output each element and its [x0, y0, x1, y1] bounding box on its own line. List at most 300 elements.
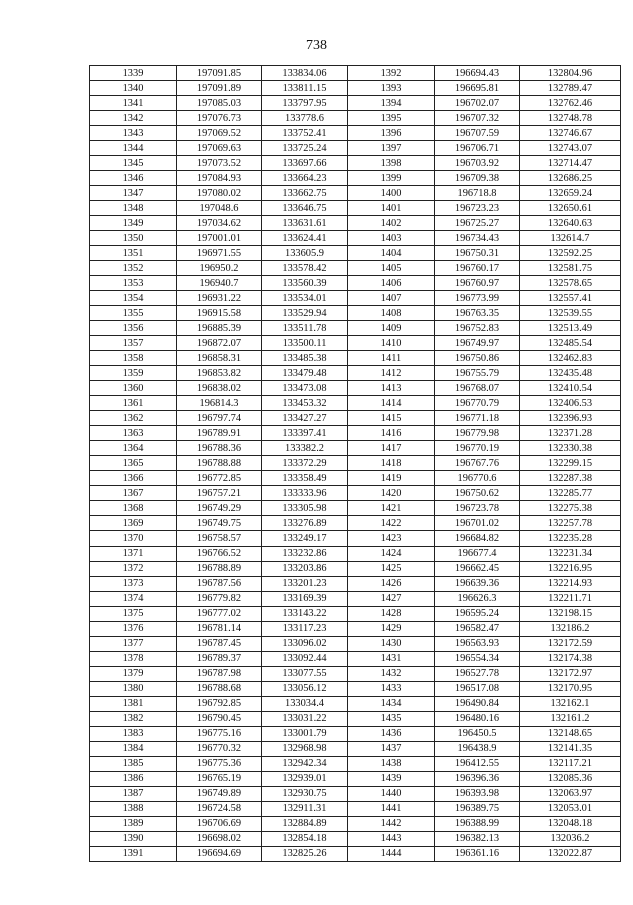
point-number-right-cell: 1409 [348, 321, 435, 336]
y-coordinate-right-cell: 132063.97 [520, 786, 621, 801]
x-coordinate-left-cell: 197048.6 [177, 201, 262, 216]
point-number-left-cell: 1347 [90, 186, 177, 201]
table-row [90, 546, 621, 561]
y-coordinate-left-cell: 132884.89 [262, 816, 348, 831]
x-coordinate-right-cell: 196480.16 [435, 711, 520, 726]
y-coordinate-right-cell: 132170.95 [520, 681, 621, 696]
y-coordinate-right-cell: 132748.78 [520, 111, 621, 126]
point-number-right-cell: 1423 [348, 531, 435, 546]
point-number-right-cell: 1434 [348, 696, 435, 711]
y-coordinate-left-cell: 133605.9 [262, 246, 348, 261]
x-coordinate-left-cell: 196766.52 [177, 546, 262, 561]
x-coordinate-left-cell: 196777.02 [177, 606, 262, 621]
y-coordinate-right-cell: 132036.2 [520, 831, 621, 846]
x-coordinate-left-cell: 196838.02 [177, 381, 262, 396]
x-coordinate-left-cell: 196915.58 [177, 306, 262, 321]
point-number-right-cell: 1392 [348, 66, 435, 81]
x-coordinate-left-cell: 196772.85 [177, 471, 262, 486]
point-number-right-cell: 1394 [348, 96, 435, 111]
x-coordinate-left-cell: 196797.74 [177, 411, 262, 426]
y-coordinate-left-cell: 133479.48 [262, 366, 348, 381]
point-number-right-cell: 1400 [348, 186, 435, 201]
x-coordinate-left-cell: 196765.19 [177, 771, 262, 786]
y-coordinate-right-cell: 132650.61 [520, 201, 621, 216]
x-coordinate-left-cell: 196790.45 [177, 711, 262, 726]
table-row [90, 516, 621, 531]
y-coordinate-left-cell: 133560.39 [262, 276, 348, 291]
x-coordinate-left-cell: 197091.85 [177, 66, 262, 81]
y-coordinate-right-cell: 132161.2 [520, 711, 621, 726]
table-row [90, 801, 621, 816]
x-coordinate-right-cell: 196563.93 [435, 636, 520, 651]
point-number-left-cell: 1345 [90, 156, 177, 171]
table-row [90, 171, 621, 186]
point-number-right-cell: 1421 [348, 501, 435, 516]
y-coordinate-left-cell: 133752.41 [262, 126, 348, 141]
y-coordinate-left-cell: 133834.06 [262, 66, 348, 81]
point-number-right-cell: 1427 [348, 591, 435, 606]
x-coordinate-right-cell: 196752.83 [435, 321, 520, 336]
y-coordinate-left-cell: 133534.01 [262, 291, 348, 306]
point-number-left-cell: 1361 [90, 396, 177, 411]
point-number-right-cell: 1428 [348, 606, 435, 621]
x-coordinate-left-cell: 196787.98 [177, 666, 262, 681]
point-number-left-cell: 1391 [90, 846, 177, 861]
point-number-right-cell: 1424 [348, 546, 435, 561]
point-number-left-cell: 1373 [90, 576, 177, 591]
x-coordinate-right-cell: 196517.08 [435, 681, 520, 696]
point-number-right-cell: 1405 [348, 261, 435, 276]
x-coordinate-left-cell: 196775.36 [177, 756, 262, 771]
table-row [90, 216, 621, 231]
table-row [90, 351, 621, 366]
point-number-left-cell: 1340 [90, 81, 177, 96]
x-coordinate-right-cell: 196763.35 [435, 306, 520, 321]
table-row [90, 741, 621, 756]
x-coordinate-right-cell: 196490.84 [435, 696, 520, 711]
point-number-right-cell: 1444 [348, 846, 435, 861]
y-coordinate-left-cell: 133631.61 [262, 216, 348, 231]
x-coordinate-right-cell: 196725.27 [435, 216, 520, 231]
table-row [90, 786, 621, 801]
x-coordinate-left-cell: 196781.14 [177, 621, 262, 636]
x-coordinate-left-cell: 197080.02 [177, 186, 262, 201]
y-coordinate-right-cell: 132659.24 [520, 186, 621, 201]
point-number-left-cell: 1371 [90, 546, 177, 561]
point-number-left-cell: 1370 [90, 531, 177, 546]
point-number-left-cell: 1350 [90, 231, 177, 246]
y-coordinate-right-cell: 132162.1 [520, 696, 621, 711]
y-coordinate-left-cell: 133473.08 [262, 381, 348, 396]
y-coordinate-right-cell: 132287.38 [520, 471, 621, 486]
point-number-right-cell: 1402 [348, 216, 435, 231]
point-number-right-cell: 1396 [348, 126, 435, 141]
point-number-left-cell: 1343 [90, 126, 177, 141]
y-coordinate-right-cell: 132186.2 [520, 621, 621, 636]
point-number-left-cell: 1379 [90, 666, 177, 681]
x-coordinate-right-cell: 196768.07 [435, 381, 520, 396]
y-coordinate-right-cell: 132172.59 [520, 636, 621, 651]
x-coordinate-left-cell: 196792.85 [177, 696, 262, 711]
y-coordinate-left-cell: 133358.49 [262, 471, 348, 486]
point-number-right-cell: 1431 [348, 651, 435, 666]
x-coordinate-left-cell: 196788.36 [177, 441, 262, 456]
table-row [90, 156, 621, 171]
x-coordinate-left-cell: 197001.01 [177, 231, 262, 246]
table-row [90, 606, 621, 621]
y-coordinate-right-cell: 132714.47 [520, 156, 621, 171]
x-coordinate-right-cell: 196694.43 [435, 66, 520, 81]
table-row [90, 141, 621, 156]
table-row [90, 726, 621, 741]
y-coordinate-left-cell: 133232.86 [262, 546, 348, 561]
y-coordinate-right-cell: 132592.25 [520, 246, 621, 261]
x-coordinate-right-cell: 196755.79 [435, 366, 520, 381]
table-row [90, 201, 621, 216]
y-coordinate-right-cell: 132330.38 [520, 441, 621, 456]
x-coordinate-left-cell: 196814.3 [177, 396, 262, 411]
y-coordinate-right-cell: 132172.97 [520, 666, 621, 681]
table-row [90, 531, 621, 546]
y-coordinate-left-cell: 133397.41 [262, 426, 348, 441]
x-coordinate-left-cell: 196789.91 [177, 426, 262, 441]
x-coordinate-left-cell: 196724.58 [177, 801, 262, 816]
point-number-left-cell: 1369 [90, 516, 177, 531]
y-coordinate-right-cell: 132211.71 [520, 591, 621, 606]
table-row [90, 711, 621, 726]
point-number-left-cell: 1342 [90, 111, 177, 126]
x-coordinate-right-cell: 196771.18 [435, 411, 520, 426]
table-row [90, 651, 621, 666]
point-number-right-cell: 1429 [348, 621, 435, 636]
x-coordinate-right-cell: 196749.97 [435, 336, 520, 351]
y-coordinate-right-cell: 132578.65 [520, 276, 621, 291]
x-coordinate-right-cell: 196393.98 [435, 786, 520, 801]
point-number-left-cell: 1360 [90, 381, 177, 396]
point-number-left-cell: 1359 [90, 366, 177, 381]
y-coordinate-left-cell: 133453.32 [262, 396, 348, 411]
x-coordinate-left-cell: 196749.29 [177, 501, 262, 516]
page-number: 738 [306, 38, 327, 53]
y-coordinate-right-cell: 132804.96 [520, 66, 621, 81]
y-coordinate-right-cell: 132257.78 [520, 516, 621, 531]
x-coordinate-left-cell: 197076.73 [177, 111, 262, 126]
point-number-right-cell: 1438 [348, 756, 435, 771]
table-row [90, 591, 621, 606]
point-number-right-cell: 1425 [348, 561, 435, 576]
y-coordinate-left-cell: 133778.6 [262, 111, 348, 126]
y-coordinate-left-cell: 133333.96 [262, 486, 348, 501]
y-coordinate-right-cell: 132410.54 [520, 381, 621, 396]
y-coordinate-left-cell: 133117.23 [262, 621, 348, 636]
x-coordinate-right-cell: 196706.71 [435, 141, 520, 156]
point-number-left-cell: 1354 [90, 291, 177, 306]
point-number-right-cell: 1416 [348, 426, 435, 441]
table-row [90, 576, 621, 591]
y-coordinate-right-cell: 132148.65 [520, 726, 621, 741]
x-coordinate-left-cell: 196788.89 [177, 561, 262, 576]
point-number-right-cell: 1408 [348, 306, 435, 321]
y-coordinate-left-cell: 133427.27 [262, 411, 348, 426]
point-number-right-cell: 1395 [348, 111, 435, 126]
x-coordinate-right-cell: 196707.32 [435, 111, 520, 126]
x-coordinate-left-cell: 196940.7 [177, 276, 262, 291]
y-coordinate-right-cell: 132406.53 [520, 396, 621, 411]
y-coordinate-left-cell: 133372.29 [262, 456, 348, 471]
x-coordinate-right-cell: 196703.92 [435, 156, 520, 171]
point-number-right-cell: 1426 [348, 576, 435, 591]
table-row [90, 246, 621, 261]
table-row [90, 771, 621, 786]
y-coordinate-left-cell: 133624.41 [262, 231, 348, 246]
table-row [90, 396, 621, 411]
point-number-left-cell: 1388 [90, 801, 177, 816]
point-number-right-cell: 1437 [348, 741, 435, 756]
point-number-right-cell: 1422 [348, 516, 435, 531]
y-coordinate-left-cell: 133056.12 [262, 681, 348, 696]
y-coordinate-right-cell: 132053.01 [520, 801, 621, 816]
x-coordinate-right-cell: 196760.17 [435, 261, 520, 276]
x-coordinate-right-cell: 196554.34 [435, 651, 520, 666]
x-coordinate-right-cell: 196773.99 [435, 291, 520, 306]
x-coordinate-right-cell: 196770.79 [435, 396, 520, 411]
point-number-right-cell: 1412 [348, 366, 435, 381]
point-number-left-cell: 1344 [90, 141, 177, 156]
x-coordinate-left-cell: 196788.68 [177, 681, 262, 696]
x-coordinate-left-cell: 196698.02 [177, 831, 262, 846]
y-coordinate-left-cell: 133077.55 [262, 666, 348, 681]
point-number-right-cell: 1442 [348, 816, 435, 831]
point-number-left-cell: 1366 [90, 471, 177, 486]
y-coordinate-right-cell: 132614.7 [520, 231, 621, 246]
x-coordinate-right-cell: 196450.5 [435, 726, 520, 741]
x-coordinate-right-cell: 196750.86 [435, 351, 520, 366]
point-number-right-cell: 1401 [348, 201, 435, 216]
point-number-left-cell: 1362 [90, 411, 177, 426]
y-coordinate-right-cell: 132299.15 [520, 456, 621, 471]
point-number-left-cell: 1384 [90, 741, 177, 756]
table-row [90, 306, 621, 321]
x-coordinate-right-cell: 196760.97 [435, 276, 520, 291]
y-coordinate-right-cell: 132214.93 [520, 576, 621, 591]
point-number-left-cell: 1367 [90, 486, 177, 501]
y-coordinate-left-cell: 133034.4 [262, 696, 348, 711]
point-number-right-cell: 1415 [348, 411, 435, 426]
x-coordinate-left-cell: 196787.45 [177, 636, 262, 651]
x-coordinate-right-cell: 196770.6 [435, 471, 520, 486]
y-coordinate-right-cell: 132285.77 [520, 486, 621, 501]
x-coordinate-right-cell: 196701.02 [435, 516, 520, 531]
table-row [90, 456, 621, 471]
table-row [90, 411, 621, 426]
y-coordinate-right-cell: 132513.49 [520, 321, 621, 336]
x-coordinate-right-cell: 196639.36 [435, 576, 520, 591]
x-coordinate-left-cell: 196770.32 [177, 741, 262, 756]
x-coordinate-left-cell: 196775.16 [177, 726, 262, 741]
x-coordinate-right-cell: 196723.23 [435, 201, 520, 216]
point-number-right-cell: 1413 [348, 381, 435, 396]
x-coordinate-left-cell: 196694.69 [177, 846, 262, 861]
table-row [90, 426, 621, 441]
x-coordinate-right-cell: 196527.78 [435, 666, 520, 681]
point-number-left-cell: 1372 [90, 561, 177, 576]
y-coordinate-left-cell: 133305.98 [262, 501, 348, 516]
point-number-right-cell: 1414 [348, 396, 435, 411]
y-coordinate-left-cell: 133662.75 [262, 186, 348, 201]
table-row [90, 261, 621, 276]
point-number-right-cell: 1430 [348, 636, 435, 651]
point-number-left-cell: 1346 [90, 171, 177, 186]
y-coordinate-left-cell: 133578.42 [262, 261, 348, 276]
table-row [90, 471, 621, 486]
y-coordinate-left-cell: 132968.98 [262, 741, 348, 756]
table-row [90, 66, 621, 81]
table-row [90, 486, 621, 501]
point-number-right-cell: 1436 [348, 726, 435, 741]
y-coordinate-left-cell: 133725.24 [262, 141, 348, 156]
y-coordinate-left-cell: 133031.22 [262, 711, 348, 726]
point-number-right-cell: 1419 [348, 471, 435, 486]
point-number-right-cell: 1435 [348, 711, 435, 726]
x-coordinate-right-cell: 196707.59 [435, 126, 520, 141]
point-number-right-cell: 1418 [348, 456, 435, 471]
point-number-right-cell: 1411 [348, 351, 435, 366]
y-coordinate-right-cell: 132216.95 [520, 561, 621, 576]
y-coordinate-right-cell: 132557.41 [520, 291, 621, 306]
table-row [90, 666, 621, 681]
y-coordinate-right-cell: 132198.15 [520, 606, 621, 621]
point-number-left-cell: 1374 [90, 591, 177, 606]
point-number-left-cell: 1357 [90, 336, 177, 351]
x-coordinate-right-cell: 196770.19 [435, 441, 520, 456]
x-coordinate-right-cell: 196662.45 [435, 561, 520, 576]
x-coordinate-left-cell: 196853.82 [177, 366, 262, 381]
table-row [90, 231, 621, 246]
y-coordinate-left-cell: 132854.18 [262, 831, 348, 846]
y-coordinate-left-cell: 133169.39 [262, 591, 348, 606]
y-coordinate-left-cell: 132930.75 [262, 786, 348, 801]
y-coordinate-right-cell: 132743.07 [520, 141, 621, 156]
point-number-right-cell: 1443 [348, 831, 435, 846]
y-coordinate-left-cell: 133485.38 [262, 351, 348, 366]
point-number-right-cell: 1397 [348, 141, 435, 156]
x-coordinate-left-cell: 197069.63 [177, 141, 262, 156]
point-number-right-cell: 1398 [348, 156, 435, 171]
x-coordinate-right-cell: 196595.24 [435, 606, 520, 621]
table-row [90, 96, 621, 111]
x-coordinate-left-cell: 197085.03 [177, 96, 262, 111]
y-coordinate-right-cell: 132117.21 [520, 756, 621, 771]
y-coordinate-left-cell: 133697.66 [262, 156, 348, 171]
x-coordinate-right-cell: 196438.9 [435, 741, 520, 756]
x-coordinate-right-cell: 196779.98 [435, 426, 520, 441]
point-number-left-cell: 1383 [90, 726, 177, 741]
x-coordinate-right-cell: 196388.99 [435, 816, 520, 831]
x-coordinate-left-cell: 196787.56 [177, 576, 262, 591]
point-number-right-cell: 1393 [348, 81, 435, 96]
x-coordinate-left-cell: 196931.22 [177, 291, 262, 306]
y-coordinate-right-cell: 132485.54 [520, 336, 621, 351]
y-coordinate-left-cell: 132911.31 [262, 801, 348, 816]
y-coordinate-right-cell: 132435.48 [520, 366, 621, 381]
x-coordinate-left-cell: 196885.39 [177, 321, 262, 336]
point-number-left-cell: 1377 [90, 636, 177, 651]
y-coordinate-left-cell: 133201.23 [262, 576, 348, 591]
table-row [90, 276, 621, 291]
x-coordinate-left-cell: 197073.52 [177, 156, 262, 171]
point-number-right-cell: 1404 [348, 246, 435, 261]
table-row [90, 696, 621, 711]
table-row [90, 321, 621, 336]
table-row [90, 621, 621, 636]
x-coordinate-right-cell: 196702.07 [435, 96, 520, 111]
x-coordinate-right-cell: 196709.38 [435, 171, 520, 186]
y-coordinate-left-cell: 133096.02 [262, 636, 348, 651]
x-coordinate-left-cell: 196749.75 [177, 516, 262, 531]
point-number-right-cell: 1439 [348, 771, 435, 786]
point-number-left-cell: 1385 [90, 756, 177, 771]
coordinates-table-body [90, 66, 621, 862]
point-number-right-cell: 1440 [348, 786, 435, 801]
point-number-left-cell: 1375 [90, 606, 177, 621]
x-coordinate-left-cell: 196788.88 [177, 456, 262, 471]
x-coordinate-right-cell: 196382.13 [435, 831, 520, 846]
point-number-right-cell: 1441 [348, 801, 435, 816]
y-coordinate-right-cell: 132022.87 [520, 846, 621, 861]
x-coordinate-left-cell: 197034.62 [177, 216, 262, 231]
table-row [90, 366, 621, 381]
table-row [90, 81, 621, 96]
point-number-left-cell: 1386 [90, 771, 177, 786]
point-number-left-cell: 1378 [90, 651, 177, 666]
x-coordinate-left-cell: 197091.89 [177, 81, 262, 96]
y-coordinate-left-cell: 133001.79 [262, 726, 348, 741]
point-number-left-cell: 1380 [90, 681, 177, 696]
table-row [90, 756, 621, 771]
table-row [90, 501, 621, 516]
x-coordinate-left-cell: 196706.69 [177, 816, 262, 831]
y-coordinate-right-cell: 132581.75 [520, 261, 621, 276]
x-coordinate-right-cell: 196718.8 [435, 186, 520, 201]
x-coordinate-right-cell: 196361.16 [435, 846, 520, 861]
point-number-left-cell: 1351 [90, 246, 177, 261]
y-coordinate-left-cell: 133276.89 [262, 516, 348, 531]
y-coordinate-right-cell: 132231.34 [520, 546, 621, 561]
point-number-right-cell: 1406 [348, 276, 435, 291]
x-coordinate-right-cell: 196723.78 [435, 501, 520, 516]
point-number-right-cell: 1407 [348, 291, 435, 306]
point-number-left-cell: 1365 [90, 456, 177, 471]
x-coordinate-left-cell: 196758.57 [177, 531, 262, 546]
point-number-left-cell: 1348 [90, 201, 177, 216]
point-number-left-cell: 1387 [90, 786, 177, 801]
y-coordinate-right-cell: 132789.47 [520, 81, 621, 96]
x-coordinate-right-cell: 196412.55 [435, 756, 520, 771]
point-number-left-cell: 1356 [90, 321, 177, 336]
y-coordinate-left-cell: 132939.01 [262, 771, 348, 786]
y-coordinate-left-cell: 133646.75 [262, 201, 348, 216]
point-number-left-cell: 1358 [90, 351, 177, 366]
table-row [90, 291, 621, 306]
point-number-right-cell: 1432 [348, 666, 435, 681]
x-coordinate-right-cell: 196750.31 [435, 246, 520, 261]
table-row [90, 441, 621, 456]
y-coordinate-left-cell: 133797.95 [262, 96, 348, 111]
y-coordinate-right-cell: 132085.36 [520, 771, 621, 786]
x-coordinate-right-cell: 196396.36 [435, 771, 520, 786]
point-number-right-cell: 1433 [348, 681, 435, 696]
coordinates-table [89, 65, 621, 862]
